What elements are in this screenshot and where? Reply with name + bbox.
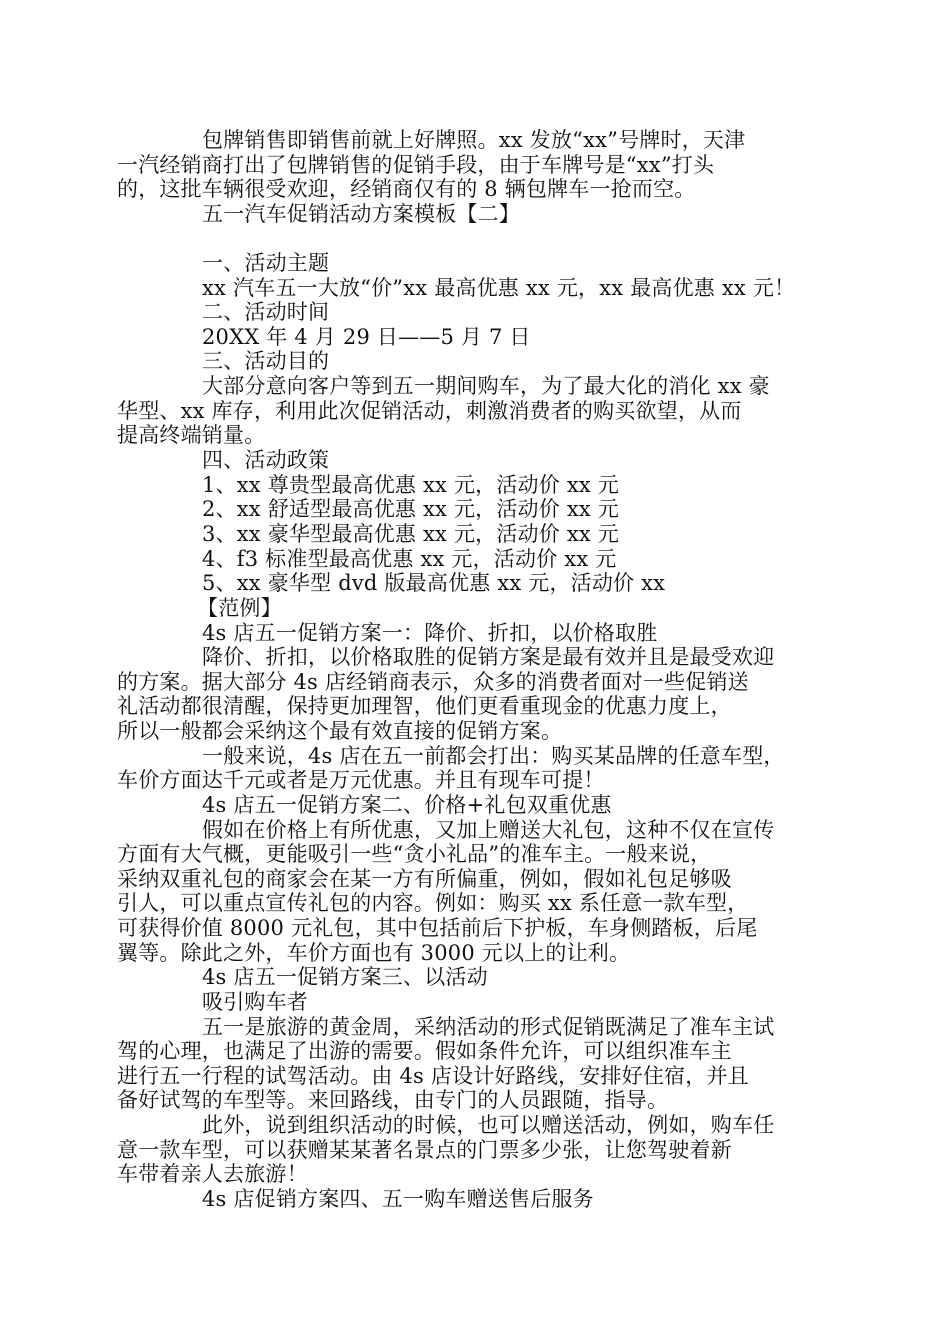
- paragraph-line: 大部分意向客户等到五一期间购车，为了最大化的消化 xx 豪: [202, 374, 770, 398]
- subheading: 4s 店五一促销方案一：降价、折扣，以价格取胜: [202, 621, 658, 645]
- paragraph-line: 提高终端销量。: [117, 423, 266, 447]
- paragraph-line: 方面有大气概，更能吸引一些“贪小礼品”的准车主。一般来说，: [117, 842, 712, 866]
- paragraph-line: 驾的心理，也满足了出游的需要。假如条件允许，可以组织准车主: [117, 1039, 732, 1063]
- paragraph-line: 引人，可以重点宣传礼包的内容。例如：购买 xx 系任意一款车型，: [117, 891, 749, 915]
- paragraph-line: 一般来说，4s 店在五一前都会打出：购买某品牌的任意车型，: [202, 744, 785, 768]
- paragraph-line: 车价方面达千元或者是万元优惠。并且有现车可提！: [117, 768, 605, 792]
- heading-time: 二、活动时间: [202, 300, 330, 324]
- paragraph-line: 20XX 年 4 月 29 日——5 月 7 日: [202, 325, 531, 349]
- paragraph-line: 备好试驾的车型等。来回路线，由专门的人员跟随，指导。: [117, 1088, 669, 1112]
- paragraph-line: 礼活动都很清醒，保持更加理智，他们更看重现金的优惠力度上，: [117, 694, 732, 718]
- paragraph-line: 的，这批车辆很受欢迎，经销商仅有的 8 辆包牌车一抢而空。: [117, 177, 696, 201]
- paragraph-line: 车带着亲人去旅游！: [117, 1162, 308, 1186]
- paragraph-line: 包牌销售即销售前就上好牌照。xx 发放“xx”号牌时，天津: [202, 128, 746, 152]
- heading-purpose: 三、活动目的: [202, 349, 330, 373]
- heading-theme: 一、活动主题: [202, 251, 330, 275]
- subheading: 吸引购车者: [202, 990, 308, 1014]
- list-item: 2、xx 舒适型最高优惠 xx 元，活动价 xx 元: [202, 497, 619, 521]
- paragraph-line: 进行五一行程的试驾活动。由 4s 店设计好路线，安排好住宿，并且: [117, 1064, 749, 1088]
- paragraph-line: 假如在价格上有所优惠，又加上赠送大礼包，这种不仅在宣传: [202, 818, 775, 842]
- paragraph-line: 的方案。据大部分 4s 店经销商表示，众多的消费者面对一些促销送: [117, 670, 749, 694]
- list-item: 3、xx 豪华型最高优惠 xx 元，活动价 xx 元: [202, 522, 619, 546]
- heading-policy: 四、活动政策: [202, 448, 330, 472]
- paragraph-line: 可获得价值 8000 元礼包，其中包括前后下护板，车身侧踏板，后尾: [117, 916, 758, 940]
- list-item: 1、xx 尊贵型最高优惠 xx 元，活动价 xx 元: [202, 473, 619, 497]
- example-label: 【范例】: [197, 596, 282, 620]
- paragraph-line: 翼等。除此之外，车价方面也有 3000 元以上的让利。: [117, 941, 631, 965]
- paragraph-line: 意一款车型，可以获赠某某著名景点的门票多少张，让您驾驶着新: [117, 1138, 732, 1162]
- paragraph-line: xx 汽车五一大放“价”xx 最高优惠 xx 元，xx 最高优惠 xx 元！: [202, 276, 796, 300]
- subheading: 4s 店促销方案四、五一购车赠送售后服务: [202, 1187, 594, 1211]
- paragraph-line: 五一是旅游的黄金周，采纳活动的形式促销既满足了准车主试: [202, 1015, 775, 1039]
- paragraph-line: 一汽经销商打出了包牌销售的促销手段，由于车牌号是“xx”打头: [117, 153, 715, 177]
- paragraph-line: 采纳双重礼包的商家会在某一方有所偏重，例如，假如礼包足够吸: [117, 867, 732, 891]
- subheading: 4s 店五一促销方案三、以活动: [202, 965, 488, 989]
- list-item: 4、f3 标准型最高优惠 xx 元，活动价 xx 元: [202, 547, 617, 571]
- paragraph-line: 降价、折扣，以价格取胜的促销方案是最有效并且是最受欢迎: [202, 645, 775, 669]
- list-item: 5、xx 豪华型 dvd 版最高优惠 xx 元，活动价 xx: [202, 571, 666, 595]
- paragraph-line: 此外，说到组织活动的时候，也可以赠送活动，例如，购车任: [202, 1113, 775, 1137]
- section-title: 五一汽车促销活动方案模板【二】: [202, 202, 520, 226]
- paragraph-line: 所以一般都会采纳这个最有效直接的促销方案。: [117, 719, 563, 743]
- subheading: 4s 店五一促销方案二、价格+礼包双重优惠: [202, 793, 612, 817]
- paragraph-line: 华型、xx 库存，利用此次促销活动，刺激消费者的购买欲望，从而: [117, 399, 742, 423]
